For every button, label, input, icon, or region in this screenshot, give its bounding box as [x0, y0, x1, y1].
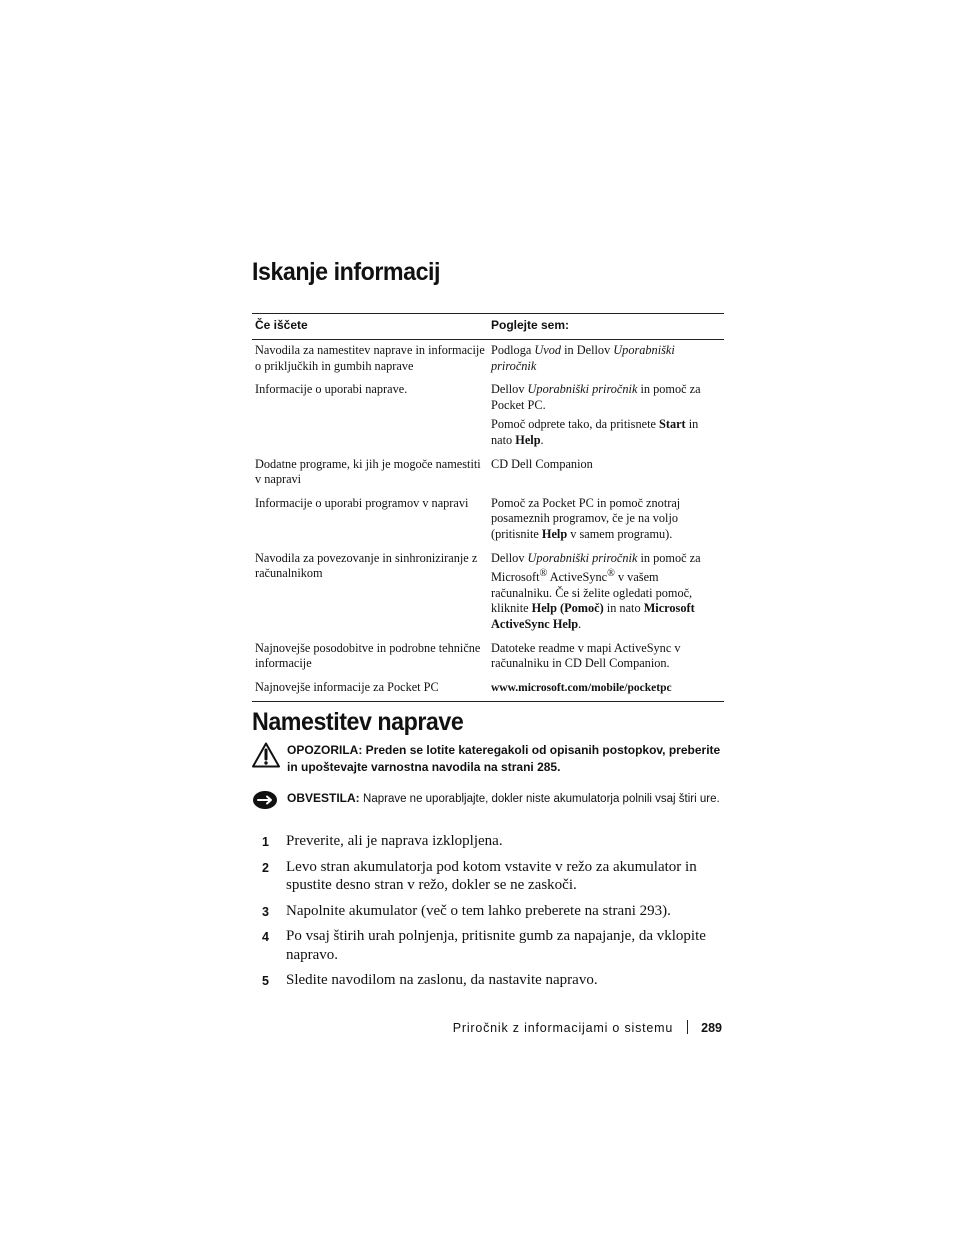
step-number: 1: [262, 835, 269, 849]
table-cell-source: Dellov Uporabniški priročnik in pomoč za Microsoft® ActiveSync® v vašem računalniku. Če si želite ogledati pomoč, kliknite Help (Pomoč) in nato Microsoft ActiveSync Help.: [491, 550, 701, 631]
step-number: 4: [262, 930, 269, 944]
section-title-iskanje-informacij: Iskanje informacij: [252, 258, 441, 286]
table-cell-source: Pomoč za Pocket PC in pomoč znotraj posameznih programov, če je na voljo (pritisnite Help v samem programu).: [491, 495, 681, 541]
table-row: [252, 379, 724, 453]
footer-title: Priročnik z informacijami o sistemu: [452, 1021, 674, 1035]
warning-notice: [252, 742, 732, 782]
table-cell-source: www.microsoft.com/mobile/pocketpc: [491, 681, 672, 694]
table-row: [252, 638, 724, 677]
table-cell-topic: Navodila za namestitev naprave in informacije o priključkih in gumbih naprave: [255, 343, 485, 373]
table-cell-source: Dellov Uporabniški priročnik in pomoč za Pocket PC. Pomoč odprete tako, da pritisnete Start in nato Help.: [491, 382, 701, 447]
step-text: Sledite navodilom na zaslonu, da nastavite napravo.: [286, 972, 598, 988]
table-cell-source: Podloga Uvod in Dellov Uporabniški priročnik: [491, 343, 675, 373]
step-number: 5: [262, 974, 269, 988]
table-cell-topic: Najnovejše posodobitve in podrobne tehnične informacije: [255, 640, 481, 671]
page-footer: [453, 1020, 722, 1035]
table-row: [252, 454, 724, 493]
table-row: [252, 677, 724, 702]
step-text: Levo stran akumulatorja pod kotom vstavite v režo za akumulator in spustite desno stran v režo, dokler se ne zaskoči.: [286, 858, 697, 893]
warning-body: Preden se lotite kateregakoli od opisanih postopkov, preberite in upoštevajte varnostna navodila na strani 285.: [287, 743, 721, 774]
table-header-cell: Poglejte sem:: [488, 314, 724, 340]
table-cell-source: Datoteke readme v mapi ActiveSync v računalniku in CD Dell Companion.: [491, 640, 681, 671]
table-row: [252, 548, 724, 638]
warning-label: OPOZORILA:: [287, 743, 363, 757]
notice-box: [252, 790, 732, 826]
footer-divider: [687, 1020, 688, 1034]
table-cell-topic: Informacije o uporabi naprave.: [255, 382, 408, 397]
list-item: [262, 971, 724, 990]
table-header-cell: Če iščete: [252, 314, 488, 340]
notice-body: Naprave ne uporabljajte, dokler niste akumulatorja polnili vsaj štiri ure.: [363, 793, 720, 805]
table-body: [252, 340, 724, 702]
table-cell-topic: Najnovejše informacije za Pocket PC: [255, 679, 439, 694]
step-text: Preverite, ali je naprava izklopljena.: [286, 833, 503, 849]
table-cell-topic: Dodatne programe, ki jih je mogoče namestiti v napravi: [255, 456, 481, 487]
table-header-row: [252, 314, 724, 340]
table-cell-topic: Informacije o uporabi programov v napravi: [255, 495, 469, 510]
page-number: 289: [701, 1021, 722, 1035]
step-text: Po vsaj štirih urah polnjenja, pritisnite gumb za napajanje, da vklopite napravo.: [286, 928, 706, 963]
table-cell-topic: Navodila za povezovanje in sinhroniziranje z računalnikom: [255, 550, 478, 581]
list-item: [262, 858, 724, 895]
list-item: [262, 927, 724, 964]
info-table: [252, 313, 724, 702]
step-text: Napolnite akumulator (več o tem lahko preberete na strani 293).: [286, 902, 671, 919]
notice-text: [287, 790, 732, 808]
warning-triangle-icon: [252, 742, 280, 773]
list-item: [262, 832, 724, 851]
table-row: [252, 493, 724, 548]
notice-label: OBVESTILA:: [287, 791, 360, 805]
table-cell-source: CD Dell Companion: [491, 456, 593, 471]
setup-steps-list: [262, 832, 724, 997]
table-row: [252, 340, 724, 380]
notice-hand-icon: [252, 790, 278, 815]
warning-text: [287, 742, 732, 776]
step-number: 3: [262, 904, 269, 919]
section-title-namestitev-naprave: Namestitev naprave: [252, 708, 464, 736]
step-number: 2: [262, 860, 269, 875]
list-item: [262, 902, 724, 921]
